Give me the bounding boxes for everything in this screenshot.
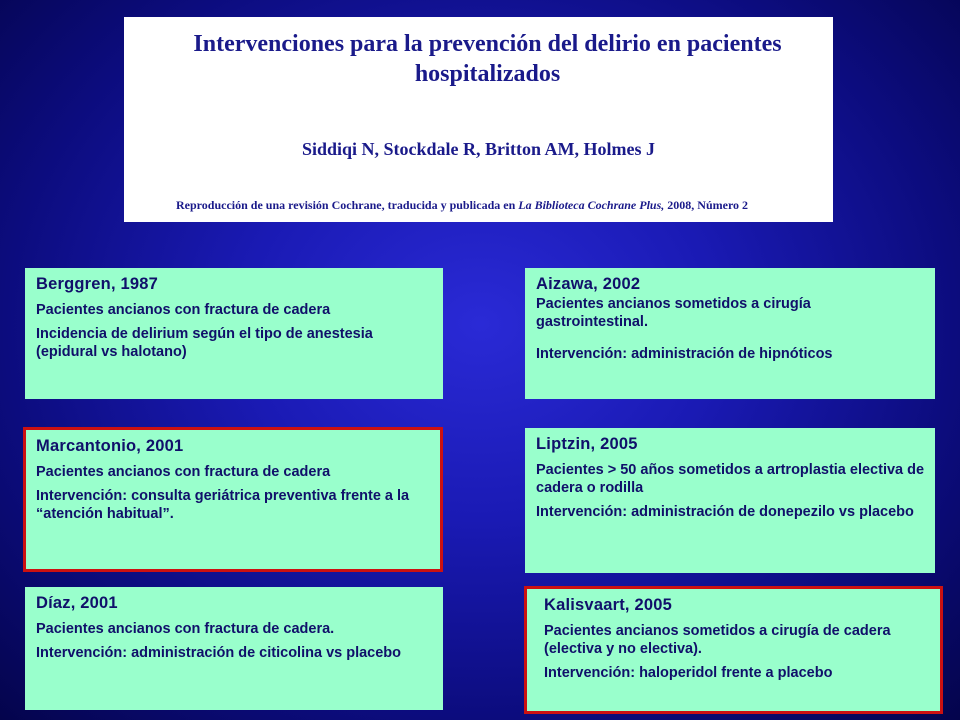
study-population: Pacientes ancianos con fractura de cadera bbox=[36, 302, 331, 318]
study-intervention: Intervención: administración de citicolina vs placebo bbox=[36, 645, 402, 661]
study-population: Pacientes ancianos con fractura de cadera bbox=[36, 464, 331, 480]
source-suffix: 2008, Número 2 bbox=[667, 198, 749, 212]
study-title: Marcantonio, 2001 bbox=[36, 437, 184, 455]
study-intervention: Intervención: consulta geriátrica preventiva frente a la “atención habitual”. bbox=[36, 488, 410, 522]
study-population: Pacientes ancianos sometidos a cirugía de cadera (electiva y no electiva). bbox=[544, 623, 891, 657]
paper-header-image bbox=[124, 17, 833, 222]
study-title: Berggren, 1987 bbox=[36, 275, 159, 293]
study-box-liptzin bbox=[525, 428, 935, 573]
study-population: Pacientes ancianos con fractura de cadera. bbox=[36, 621, 335, 637]
paper-title-line-2: hospitalizados bbox=[414, 61, 561, 87]
study-box-berggren bbox=[25, 268, 443, 399]
study-intervention: Intervención: administración de hipnóticos bbox=[536, 346, 833, 362]
study-population: Pacientes ancianos sometidos a cirugía gastrointestinal. bbox=[536, 296, 811, 330]
study-population: Pacientes > 50 años sometidos a artroplastia electiva de cadera o rodilla bbox=[536, 462, 925, 496]
study-title: Aizawa, 2002 bbox=[536, 275, 641, 293]
study-box-kalisvaart bbox=[524, 586, 943, 714]
source-journal: La Biblioteca Cochrane Plus, bbox=[518, 198, 665, 212]
study-title: Kalisvaart, 2005 bbox=[544, 596, 672, 614]
study-box-marcantonio bbox=[23, 427, 443, 572]
study-intervention: Intervención: administración de donepezilo vs placebo bbox=[536, 504, 914, 520]
paper-source bbox=[176, 198, 748, 213]
study-intervention: Intervención: haloperidol frente a placebo bbox=[544, 665, 833, 681]
source-prefix: Reproducción de una revisión Cochrane, traducida y publicada en bbox=[176, 198, 516, 212]
paper-title bbox=[124, 29, 833, 89]
study-intervention: Incidencia de delirium según el tipo de anestesia (epidural vs halotano) bbox=[36, 326, 373, 360]
study-box-aizawa bbox=[525, 268, 935, 399]
paper-authors: Siddiqi N, Stockdale R, Britton AM, Holmes J bbox=[301, 139, 656, 159]
study-title: Díaz, 2001 bbox=[36, 594, 118, 612]
study-box-diaz bbox=[25, 587, 443, 710]
paper-title-line-1: Intervenciones para la prevención del delirio en pacientes bbox=[193, 31, 782, 57]
study-title: Liptzin, 2005 bbox=[536, 435, 638, 453]
